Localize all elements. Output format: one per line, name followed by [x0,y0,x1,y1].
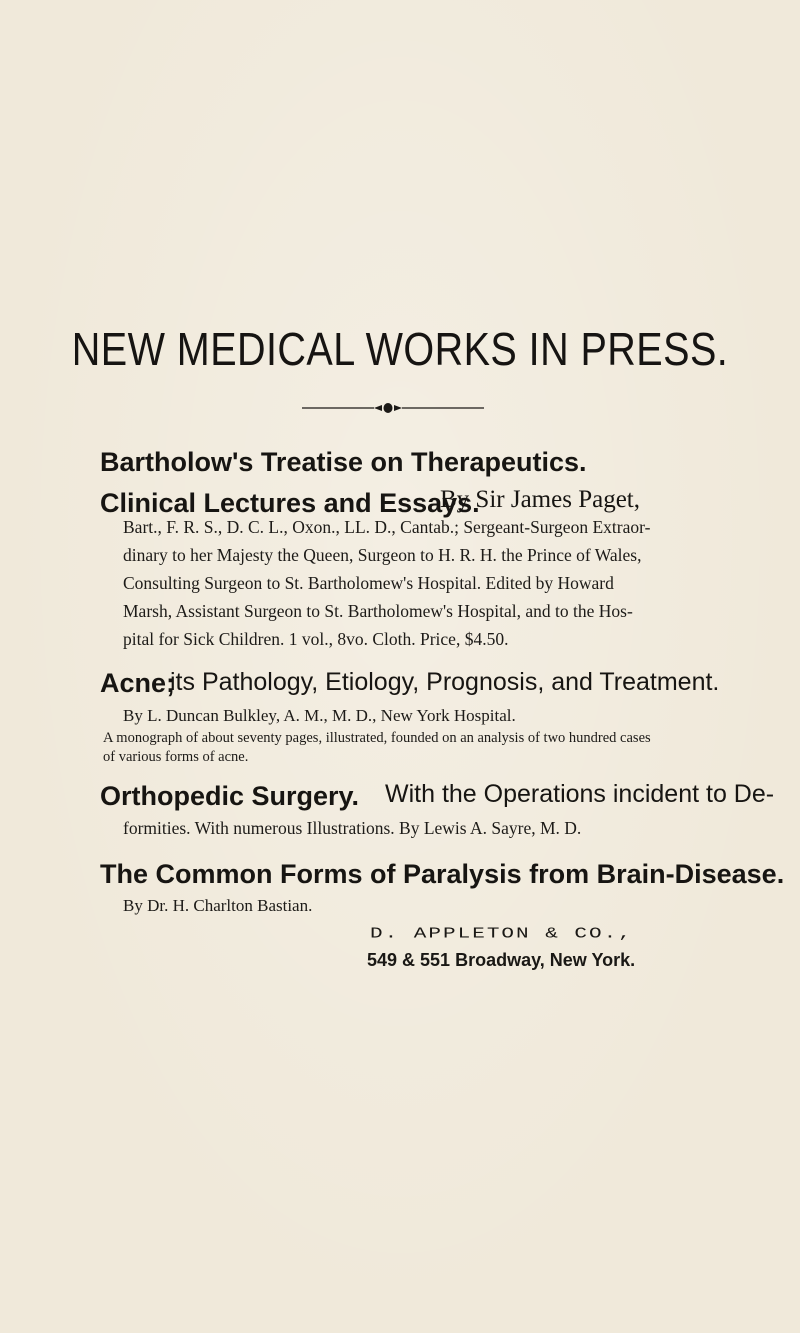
entry-byline-bastian: By Dr. H. Charlton Bastian. [123,896,313,915]
entry-description-line: A monograph of about seventy pages, illustrated, founded on an analysis of two hundred cases [103,730,651,746]
entry-title-orthopedic: Orthopedic Surgery. [100,781,360,811]
entry-title-clinical-lectures: Clinical Lectures and Essays. [100,488,480,518]
entry-description-line: of various forms of acne. [103,749,249,765]
page-heading: NEW MEDICAL WORKS IN PRESS. [71,323,729,375]
entry-title-therapeutics: Bartholow's Treatise on Therapeutics. [100,447,587,477]
entry-description-line: Consulting Surgeon to St. Bartholomew's Hospital. Edited by Howard [123,573,614,593]
entry-title-acne: Acne; [100,668,176,698]
ornament-divider [302,402,484,414]
entry-subtitle-acne: its Pathology, Etiology, Prognosis, and Treatment. [170,668,720,696]
entry-byline-bulkley: By L. Duncan Bulkley, A. M., M. D., New York Hospital. [123,706,516,725]
publisher-address: 549 & 551 Broadway, New York. [367,950,636,970]
entry-description-line: dinary to her Majesty the Queen, Surgeon to H. R. H. the Prince of Wales, [123,545,642,565]
entry-author-paget: By Sir James Paget, [440,486,640,513]
entry-description-line: Bart., F. R. S., D. C. L., Oxon., LL. D., Cantab.; Sergeant-Surgeon Extraor- [123,517,651,537]
publisher-name: D. APPLETON & CO., [370,926,633,943]
entry-title-paralysis: The Common Forms of Paralysis from Brain-Disease. [100,859,785,889]
entry-subtitle-orthopedic: With the Operations incident to De- [385,780,775,808]
entry-description-line: pital for Sick Children. 1 vol., 8vo. Cloth. Price, $4.50. [123,629,509,649]
entry-description-line: Marsh, Assistant Surgeon to St. Bartholomew's Hospital, and to the Hos- [123,601,633,621]
entry-description-line: formities. With numerous Illustrations. By Lewis A. Sayre, M. D. [123,818,582,838]
